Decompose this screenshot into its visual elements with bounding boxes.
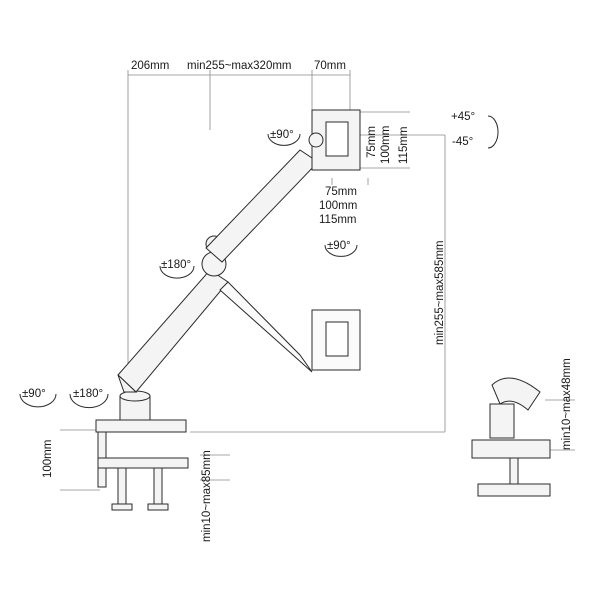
- grommet-bottom-plate: [478, 484, 550, 496]
- dim-vesa-v-115: 115mm: [398, 126, 410, 164]
- desk-clamp-top: [96, 420, 186, 432]
- rot-top-swivel: ±90°: [270, 129, 294, 141]
- lower-arm: [118, 270, 228, 392]
- rot-elbow: ±180°: [161, 259, 192, 271]
- clamp-screw-left: [118, 468, 126, 506]
- grommet-desk-plate: [472, 440, 550, 458]
- lowered-arm-ghost: [220, 282, 312, 372]
- rot-bracket: ±90°: [327, 240, 351, 252]
- dim-clamp-height: 100mm: [42, 439, 54, 478]
- rot-pan-positive: +45°: [451, 111, 476, 123]
- rot-base-a: ±90°: [22, 388, 46, 400]
- rotation-arcs: [20, 116, 498, 408]
- dim-mid-reach: min255~max320mm: [187, 60, 292, 72]
- arm-outline: [96, 110, 550, 510]
- rot-base-b: ±180°: [73, 388, 104, 400]
- rot-pan-negative: -45°: [452, 136, 474, 148]
- dim-vesa-h-115: 115mm: [319, 214, 357, 226]
- dim-clamp-thickness: min10~max85mm: [201, 450, 213, 542]
- dim-grommet-thickness: min10~max48mm: [561, 358, 573, 450]
- dim-vesa-v-75: 75mm: [366, 126, 378, 158]
- dim-vesa-h-100: 100mm: [319, 200, 358, 212]
- dim-base-reach: 206mm: [131, 60, 170, 72]
- dim-vesa-v-100: 100mm: [380, 125, 392, 164]
- grommet-pole: [490, 404, 514, 438]
- dim-vesa-h-75: 75mm: [325, 186, 357, 198]
- dim-vesa-offset: 70mm: [314, 60, 346, 72]
- clamp-screw-right: [154, 468, 162, 506]
- clamp-lower-plate: [98, 458, 188, 468]
- dim-height-range: min255~max585mm: [434, 240, 446, 345]
- grommet-screw: [510, 458, 518, 486]
- upper-arm: [206, 150, 318, 262]
